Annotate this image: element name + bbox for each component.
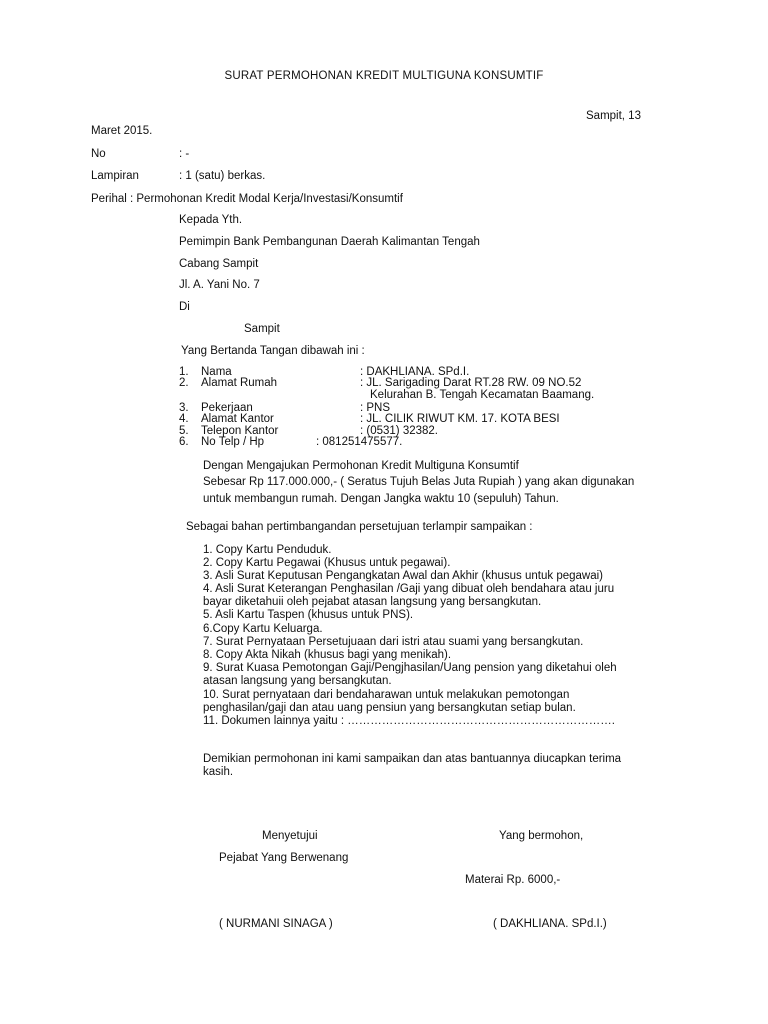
attachment-item-continued: penghasilan/gaji dan atau uang pensiun yang bersangkutan setiap bulan. — [203, 702, 576, 714]
field-number: 3. — [179, 402, 189, 414]
field-value: : 081251475577. — [316, 436, 403, 448]
signature-left-name: ( NURMANI SINAGA ) — [219, 918, 333, 930]
signature-right-name: ( DAKHLIANA. SPd.I.) — [493, 918, 607, 930]
recipient-line4: Jl. A. Yani No. 7 — [179, 279, 260, 291]
field-label: Alamat Kantor — [201, 413, 274, 425]
no-value: : - — [179, 148, 190, 160]
field-number: 2. — [179, 377, 189, 389]
request-line2: Sebesar Rp 117.000.000,- ( Seratus Tujuh Belas Juta Rupiah ) yang akan digunakan — [203, 476, 635, 488]
field-row — [179, 413, 274, 425]
stamp-duty-note: Materai Rp. 6000,- — [465, 874, 561, 886]
signature-left-role: Menyetujui — [262, 830, 318, 842]
field-number: 4. — [179, 413, 189, 425]
field-value: : JL. CILIK RIWUT KM. 17. KOTA BESI — [360, 413, 560, 425]
recipient-line5: Di — [179, 301, 190, 313]
recipient-line6: Sampit — [244, 323, 280, 335]
lampiran-value: : 1 (satu) berkas. — [179, 170, 266, 182]
request-line3: untuk membangun rumah. Dengan Jangka waktu 10 (sepuluh) Tahun. — [203, 493, 559, 505]
attachment-item: 9. Surat Kuasa Pemotongan Gaji/Pengjhasilan/Uang pension yang diketahui oleh — [203, 662, 617, 674]
field-label: Telepon Kantor — [201, 425, 279, 437]
attachment-item: 2. Copy Kartu Pegawai (Khusus untuk pegawai). — [203, 557, 451, 569]
attachment-item: 11. Dokumen lainnya yaitu : ……………………………………………………………. — [203, 715, 615, 727]
attachment-item: 10. Surat pernyataan dari bendaharawan untuk melakukan pemotongan — [203, 689, 570, 701]
field-value-continued: Kelurahan B. Tengah Kecamatan Baamang. — [370, 389, 595, 401]
signature-right-role: Yang bermohon, — [499, 830, 584, 842]
attachment-item: 3. Asli Surat Keputusan Pengangkatan Awal dan Akhir (khusus untuk pegawai) — [203, 570, 603, 582]
attachment-item: 1. Copy Kartu Penduduk. — [203, 544, 332, 556]
field-label: Alamat Rumah — [201, 377, 278, 389]
attachment-item: 8. Copy Akta Nikah (khusus bagi yang menikah). — [203, 649, 452, 661]
no-label: No — [91, 148, 106, 160]
field-label: No Telp / Hp — [201, 436, 265, 448]
field-value: : (0531) 32382. — [360, 425, 439, 437]
attachment-item: 6.Copy Kartu Keluarga. — [203, 623, 323, 635]
attachment-item-continued: bayar diketahuii oleh pejabat atasan langsung yang bersangkutan. — [203, 596, 542, 608]
field-label: Nama — [201, 366, 232, 378]
field-value: : PNS — [360, 402, 391, 414]
attachment-item: 4. Asli Surat Keterangan Penghasilan /Gaji yang dibuat oleh bendahara atau juru — [203, 583, 615, 595]
perihal-line: Perihal : Permohonan Kredit Modal Kerja/Investasi/Konsumtif — [91, 193, 403, 205]
field-value: : DAKHLIANA. SPd.I. — [360, 366, 470, 378]
attachments-intro: Sebagai bahan pertimbangandan persetujuan terlampir sampaikan : — [186, 521, 533, 533]
field-row — [179, 436, 264, 448]
attachment-item-continued: atasan langsung yang bersangkutan. — [203, 675, 392, 687]
field-number: 1. — [179, 366, 189, 378]
recipient-line2: Pemimpin Bank Pembangunan Daerah Kalimantan Tengah — [179, 236, 480, 248]
field-value: : JL. Sarigading Darat RT.28 RW. 09 NO.52 — [360, 377, 582, 389]
signature-left-title: Pejabat Yang Berwenang — [219, 852, 349, 864]
recipient-line1: Kepada Yth. — [179, 214, 243, 226]
request-line1: Dengan Mengajukan Permohonan Kredit Multiguna Konsumtif — [203, 460, 519, 472]
letter-title: SURAT PERMOHONAN KREDIT MULTIGUNA KONSUMTIF — [224, 70, 544, 82]
field-number: 6. — [179, 436, 189, 448]
field-row — [179, 377, 277, 389]
closing-line2: kasih. — [203, 766, 234, 778]
intro-text: Yang Bertanda Tangan dibawah ini : — [181, 345, 365, 357]
attachment-item: 5. Asli Kartu Taspen (khusus untuk PNS). — [203, 609, 414, 621]
field-number: 5. — [179, 425, 189, 437]
place-date-line2: Maret 2015. — [91, 125, 153, 137]
attachment-item: 7. Surat Pernyataan Persetujuaan dari istri atau suami yang bersangkutan. — [203, 636, 584, 648]
recipient-line3: Cabang Sampit — [179, 258, 259, 270]
lampiran-label: Lampiran — [91, 170, 139, 182]
closing-line1: Demikian permohonan ini kami sampaikan dan atas bantuannya diucapkan terima — [203, 753, 622, 765]
place-date-line1: Sampit, 13 — [586, 110, 641, 122]
field-label: Pekerjaan — [201, 402, 253, 414]
